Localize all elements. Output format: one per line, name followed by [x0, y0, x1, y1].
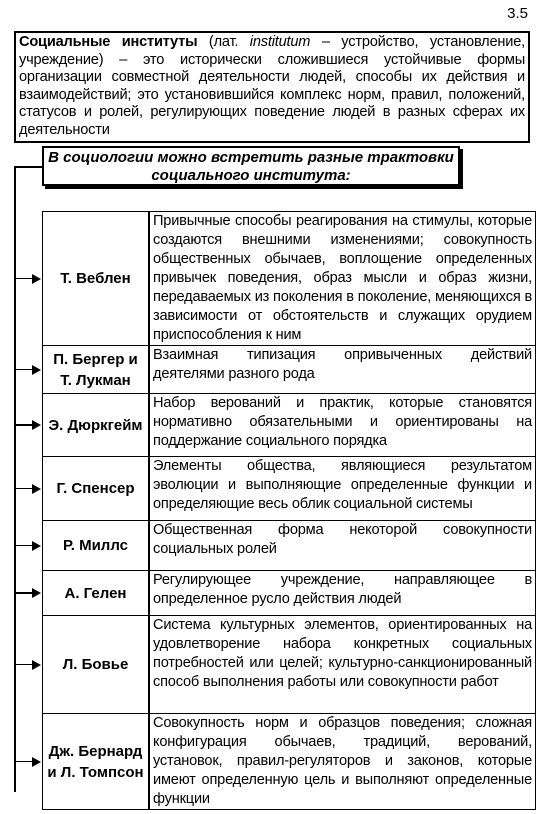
author-cell: Дж. Бернард и Л. Томпсон [43, 714, 150, 810]
interpretations-table [42, 211, 536, 810]
table-row [43, 346, 536, 394]
row-arrow-icon [14, 757, 41, 767]
description-cell: Общественная форма некоторой совокупности социальных ролей [149, 521, 536, 571]
row-arrow-icon [14, 484, 41, 494]
description-cell: Регулирующее учреждение, направляющее в определенное русло действия людей [149, 571, 536, 616]
description-cell: Привычные способы реагирования на стимулы, которые создаются внешними изменениями; совокупность общественных обычаев, воплощение определенных привычек поведения, образ мысли и образ жизни, передаваемых из поколения в поколение, меняющихся в зависимости от обстоятельств и служащих орудием приспособления к ним [149, 212, 536, 346]
author-cell: Э. Дюркгейм [43, 394, 150, 457]
table-row [43, 714, 536, 810]
row-arrow-icon [14, 660, 41, 670]
connector-top-line [14, 166, 42, 168]
author-cell: П. Бергер и Т. Лукман [43, 346, 150, 394]
description-cell: Элементы общества, являющиеся результатом эволюции и выполняющие определенные функции и определяющие весь облик социальной системы [149, 457, 536, 521]
description-cell: Набор верований и практик, которые становятся нормативно обязательными и ориентированы на поддержание социального порядка [149, 394, 536, 457]
definition-latin-prefix: (лат. [197, 34, 250, 50]
row-arrow-icon [14, 420, 41, 430]
author-cell: Л. Бовье [43, 616, 150, 714]
table-row [43, 212, 536, 346]
table-row [43, 616, 536, 714]
definition-text: – устройство, установление, учреждение) – это исторически сложившиеся устойчивые формы организации совместной деятельности людей, способы их действия и взаимодействий; это установившийся комплекс норм, правил, положений, статусов и ролей, регулирующих поведение людей в разных сферах их деятельности [19, 34, 525, 138]
row-arrow-icon [14, 588, 41, 598]
author-cell: Г. Спенсер [43, 457, 150, 521]
table-row [43, 571, 536, 616]
description-cell: Система культурных элементов, ориентированных на удовлетворение набора конкретных социальных потребностей или целей; культурно-санкционированный способ выполнения работы или совокупности работ [149, 616, 536, 714]
definition-term: Социальные институты [19, 34, 198, 50]
author-cell: Р. Миллс [43, 521, 150, 571]
description-cell: Взаимная типизация опривыченных действий деятелями разного рода [149, 346, 536, 394]
connector-vertical-line [14, 166, 16, 792]
page-number: 3.5 [507, 5, 528, 22]
table-row [43, 521, 536, 571]
row-arrow-icon [14, 274, 41, 284]
row-arrow-icon [14, 541, 41, 551]
author-cell: А. Гелен [43, 571, 150, 616]
author-cell: Т. Веблен [43, 212, 150, 346]
subheading-box: В социологии можно встретить разные трактовки социального института: [42, 146, 460, 186]
table-row [43, 394, 536, 457]
description-cell: Совокупность норм и образцов поведения; сложная конфигурация обычаев, традиций, верований, установок, правил-регуляторов и законов, которые имеют определенную цель и выполняют определенные функции [149, 714, 536, 810]
definition-latin-word: institutum [249, 34, 311, 50]
table-row [43, 457, 536, 521]
definition-box [14, 31, 530, 143]
row-arrow-icon [14, 365, 41, 375]
